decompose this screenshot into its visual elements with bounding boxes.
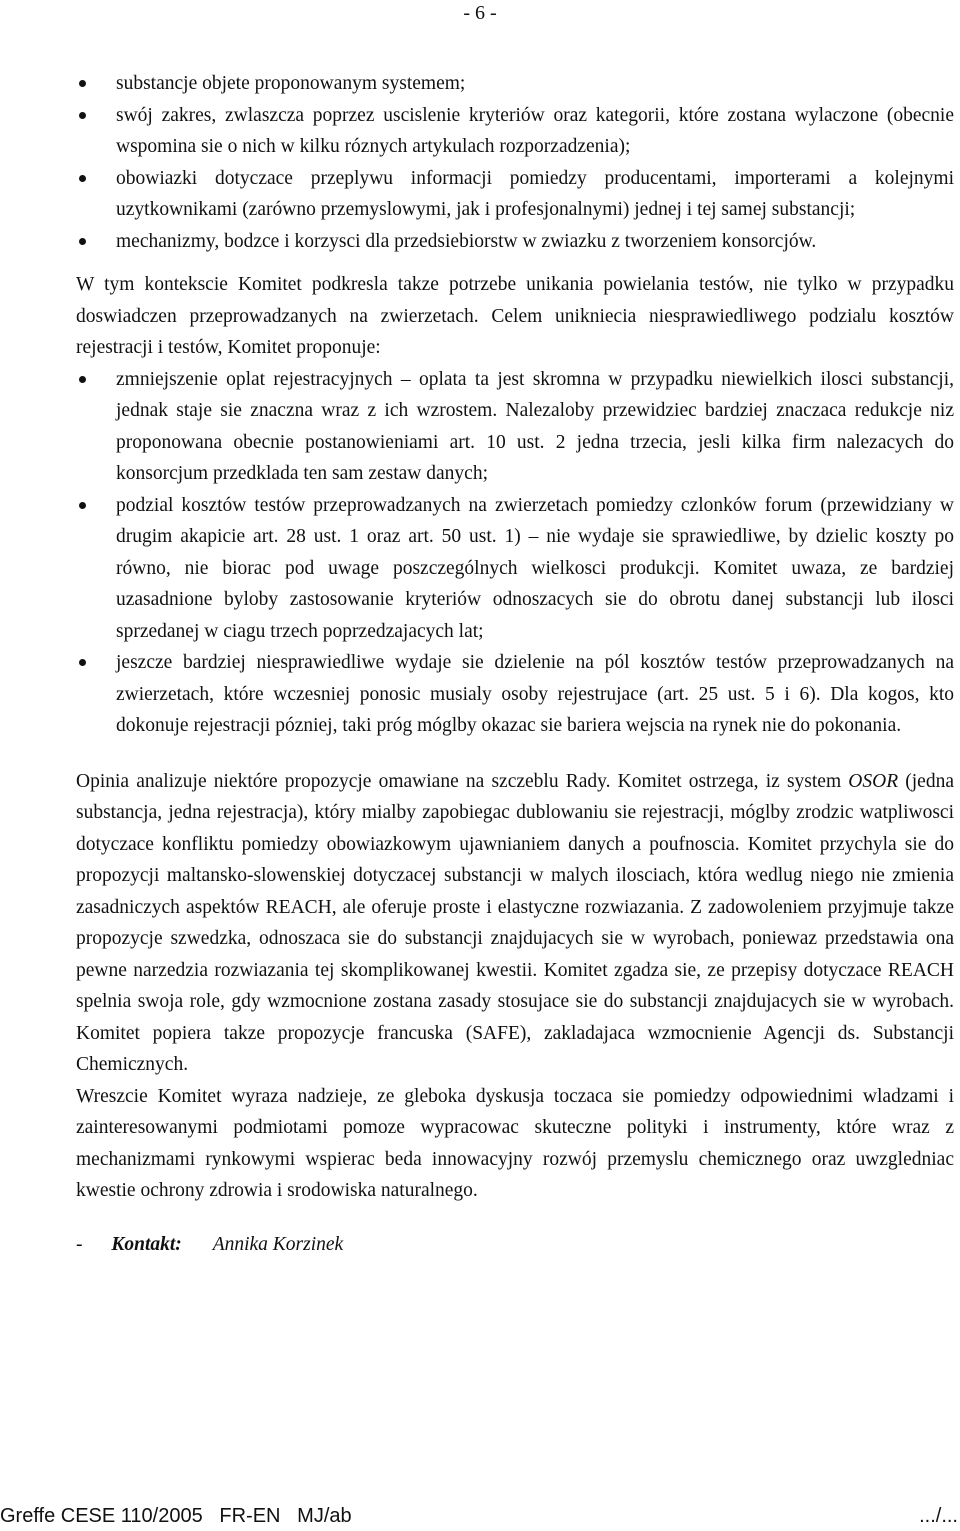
bullet-list-proposals (76, 364, 954, 742)
acronym-osor: OSOR (848, 770, 899, 792)
contact-dash: - (76, 1233, 83, 1255)
paragraph-context: W tym kontekscie Komitet podkresla takze potrzebe unikania powielania testów, nie tylko w przypadku doswiadczen przeprowadzanych na zwierzetach. Celem unikniecia niesprawiedliwego podzialu kosztów rejestracji i testów, Komitet proponuje: (76, 274, 954, 358)
document-body (76, 68, 954, 1260)
list-item: obowiazki dotyczace przeplywu informacji pomiedzy producentami, importerami a kolejnymi uzytkownikami (zarówno przemyslowymi, jak i profesjonalnymi) jednej i tej samej substancji; (76, 163, 954, 226)
paragraph-conclusion: Wreszcie Komitet wyraza nadzieje, ze gleboka dyskusja toczaca sie pomiedzy odpowiednimi wladzami i zainteresowanymi podmiotami pomoze wypracowac skuteczne polityki i instrumenty, które wraz z mechanizmami rynkowymi wspierac beda innowacyjny rozwój przemyslu chemicznego oraz uwzgledniac kwestie ochrony zdrowia i srodowiska naturalnego. (76, 1085, 954, 1201)
paragraph-text: (jedna substancja, jedna rejestracja), który mialby zapobiegac dublowaniu sie rejestracji, móglby zrodzic watpliwosci dotyczace konfliktu pomiedzy obowiazkowym ujawnianiem danych a poufnoscia. Komitet przychyla sie do propozycji maltansko-slowenskiej dotyczacej substancji w malych ilosciach, która wedlug niego nie zmienia zasadniczych aspektów REACH, ale oferuje proste i elastyczne rozwiazania. Z zadowoleniem przyjmuje takze propozycje szwedzka, odnoszaca sie do substancji znajdujacych sie w wyrobach, poniewaz przedstawia ona pewne narzedzia rozwiazania tej skomplikowanej kwestii. Komitet zgadza sie, ze przepisy dotyczace REACH spelnia swoja role, gdy wzmocnione zostana zasady stosujace sie do substancji znajdujacych sie w wyrobach. Komitet popiera takze propozycje francuska (SAFE), zakladajaca wzmocnienie Agencji ds. Substancji Chemicznych. (76, 770, 954, 1075)
list-item: substancje objete proponowanym systemem; (76, 68, 954, 100)
footer (0, 1505, 960, 1531)
list-item: zmniejszenie oplat rejestracyjnych – oplata ta jest skromna w przypadku niewielkich ilosci substancji, jednak staje sie znaczna wraz z ich wzrostem. Nalezaloby przewidziec bardziej znaczaca redukcje niz proponowana obecnie postanowieniami art. 10 ust. 2 jedna trzecia, jesli kilka firm nalezacych do konsorcjum przedklada ten sam zestaw danych; (76, 364, 954, 490)
contact-name: Annika Korzinek (212, 1233, 344, 1255)
bullet-list-scope (76, 68, 954, 257)
list-item: jeszcze bardziej niesprawiedliwe wydaje sie dzielenie na pól kosztów testów przeprowadzanych na zwierzetach, które wczesniej ponosic musialy osoby rejestrujace (art. 25 ust. 5 i 6). Dla kogos, kto dokonuje rejestracji pózniej, taki próg móglby okazac sie bariera wejscia na rynek nie do pokonania. (76, 647, 954, 742)
footer-reference: Greffe CESE 110/2005 FR-EN MJ/ab (0, 1505, 352, 1527)
list-item: podzial kosztów testów przeprowadzanych na zwierzetach pomiedzy czlonków forum (przewidziany w drugim akapicie art. 28 ust. 1 oraz art. 50 ust. 1) – nie wydaje sie sprawiedliwe, by dzielic koszty po równo, nie biorac pod uwage poszczególnych wielkosci produkcji. Komitet uwaza, ze bardziej uzasadnione byloby zastosowanie kryteriów odnoszacych sie do obrotu danej substancji lub ilosci sprzedanej w ciagu trzech poprzedzajacych lat; (76, 490, 954, 648)
list-item: mechanizmy, bodzce i korzysci dla przedsiebiorstw w zwiazku z tworzeniem konsorcjów. (76, 226, 954, 258)
footer-continuation: .../... (919, 1505, 958, 1527)
contact-label: Kontakt: (111, 1233, 182, 1255)
page-number: - 6 - (463, 2, 497, 24)
list-item: swój zakres, zwlaszcza poprzez uscislenie kryteriów oraz kategorii, które zostana wylaczone (obecnie wspomina sie o nich w kilku róznych artykulach rozporzadzenia); (76, 100, 954, 163)
contact-line (76, 1229, 954, 1261)
paragraph-council-proposals (76, 766, 954, 1081)
paragraph-text: Opinia analizuje niektóre propozycje omawiane na szczeblu Rady. Komitet ostrzega, iz system (76, 770, 849, 792)
